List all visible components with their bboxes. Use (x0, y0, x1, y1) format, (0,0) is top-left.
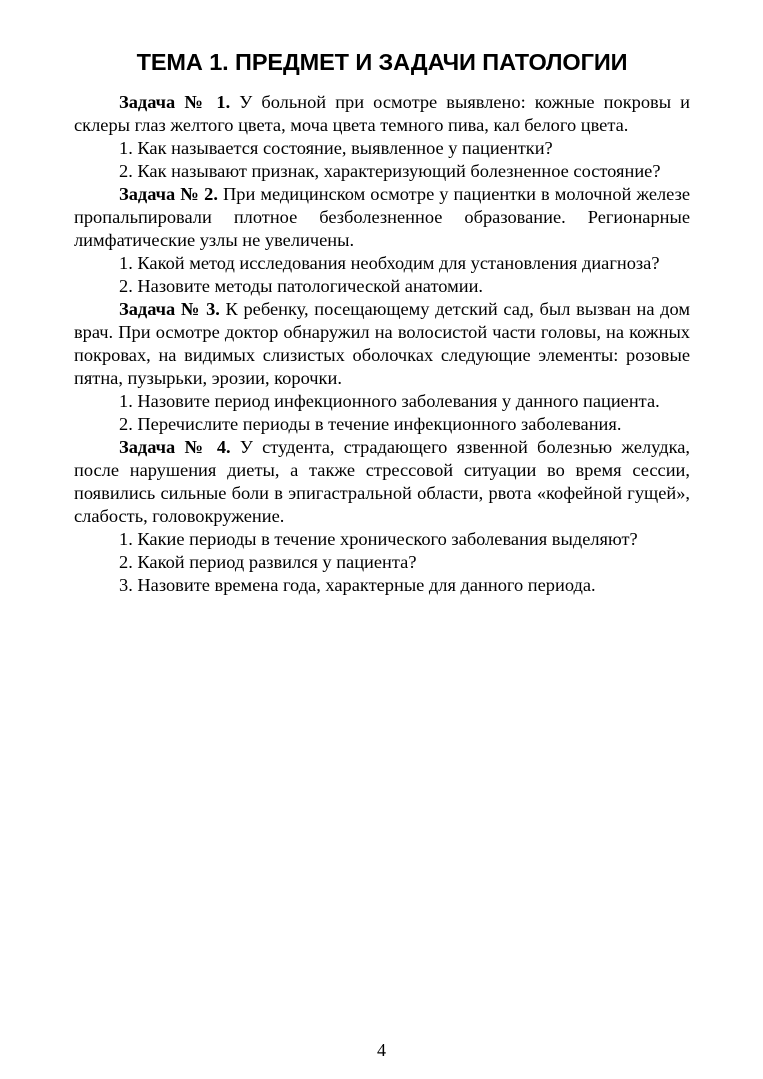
task-4-text: У студента, страдающего язвенной болезнью желудка, после нарушения диеты, а также стрессовой ситуации во время сессии, появились сильные боли в эпигастральной области, рвота «кофейной гущей», слабость, головокружение. (74, 437, 690, 527)
task-2-text: При медицинском осмотре у пациентки в молочной железе пропальпировали плотное безболезненное образование. Регионарные лимфатические узлы не увеличены. (74, 184, 690, 251)
task-1 (74, 91, 690, 137)
task-1-text: У больной при осмотре выявлено: кожные покровы и склеры глаз желтого цвета, моча цвета темного пива, кал белого цвета. (74, 92, 691, 136)
page-number: 4 (377, 1040, 386, 1060)
document-page (74, 48, 690, 597)
task-3-question-2: 2. Перечислите периоды в течение инфекционного заболевания. (119, 414, 622, 435)
task-1-question-2: 2. Как называют признак, характеризующий болезненное состояние? (119, 161, 661, 182)
task-4-question-1: 1. Какие периоды в течение хронического заболевания выделяют? (119, 529, 638, 550)
task-3-label: Задача № 3. (119, 299, 220, 320)
task-2 (74, 183, 690, 252)
task-2-question-1: 1. Какой метод исследования необходим для установления диагноза? (119, 253, 660, 274)
task-3-question-1: 1. Назовите период инфекционного заболевания у данного пациента. (119, 391, 660, 412)
task-4 (74, 436, 690, 528)
task-3-text: К ребенку, посещающему детский сад, был вызван на дом врач. При осмотре доктор обнаружил на волосистой части головы, на кожных покровах, на видимых слизистых оболочках следующие элементы: розовые пятна, пузырьки, эрозии, корочки. (74, 299, 690, 389)
task-2-question-2: 2. Назовите методы патологической анатомии. (119, 276, 484, 297)
task-1-question-1: 1. Как называется состояние, выявленное у пациентки? (119, 138, 553, 159)
task-4-question-3: 3. Назовите времена года, характерные для данного периода. (119, 575, 596, 596)
task-4-question-2: 2. Какой период развился у пациента? (119, 552, 417, 573)
task-2-label: Задача № 2. (119, 184, 218, 205)
task-4-label: Задача № 4. (119, 437, 231, 458)
page-title: ТЕМА 1. ПРЕДМЕТ И ЗАДАЧИ ПАТОЛОГИИ (136, 49, 628, 75)
task-1-label: Задача № 1. (119, 92, 231, 113)
task-3 (74, 298, 690, 390)
